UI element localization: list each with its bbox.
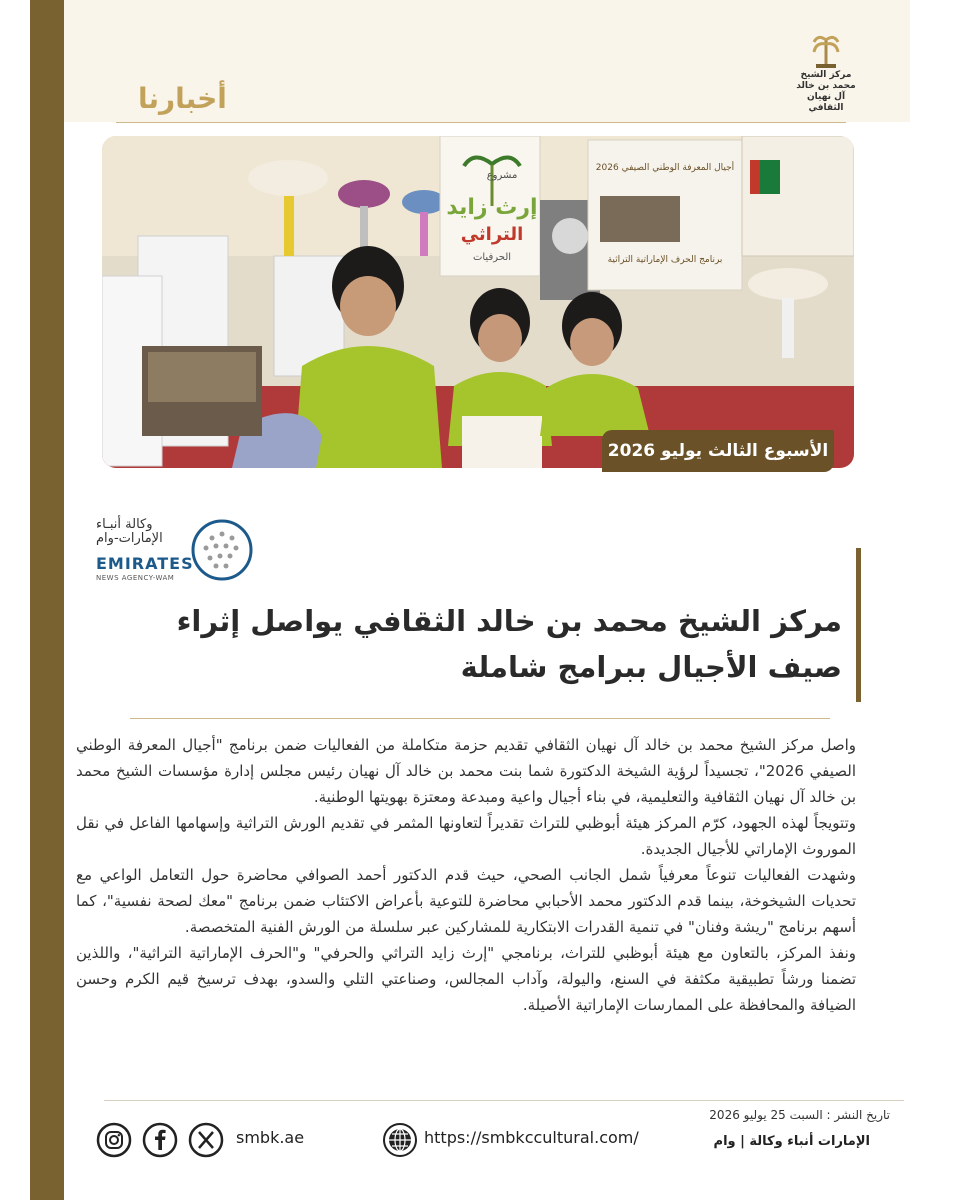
photo-illustration [102, 136, 854, 468]
x-icon[interactable] [188, 1122, 224, 1158]
palm-logo-icon [790, 30, 862, 70]
publish-date: تاريخ النشر : السبت 25 يوليو 2026 [709, 1108, 890, 1122]
logo-line-1: مركز الشيخ [800, 70, 852, 80]
headline-accent-bar [856, 548, 861, 702]
headline-line-2: صيف الأجيال ببرامج شاملة [460, 650, 842, 684]
logo-text [790, 70, 862, 114]
date-badge: الأسبوع الثالث يوليو 2026 [602, 430, 834, 472]
website-link[interactable]: https://smbkccultural.com/ [424, 1128, 639, 1147]
logo-line-3: آل نهيان الثقافي [806, 92, 846, 113]
left-accent-bar [30, 0, 64, 1200]
event-photo [102, 136, 854, 468]
logo-line-2: محمد بن خالد [796, 81, 856, 91]
sign-irth-text: إرث زايد [446, 195, 538, 220]
sign-project-text: مشروع [486, 170, 518, 181]
wam-logo [96, 512, 260, 584]
facebook-icon[interactable] [142, 1122, 178, 1158]
instagram-icon[interactable] [96, 1122, 132, 1158]
article-body [76, 732, 856, 1018]
article-headline [100, 598, 842, 690]
globe-icon[interactable] [382, 1122, 418, 1158]
social-handle[interactable]: smbk.ae [236, 1128, 305, 1147]
poster-line-1: أجيال المعرفة الوطني الصيفي 2026 [595, 163, 735, 173]
center-logo [790, 30, 862, 112]
section-title: أخبارنا [138, 82, 227, 115]
article-paragraph: وشهدت الفعاليات تنوعاً معرفياً شمل الجانب الصحي، حيث قدم الدكتور أحمد الصوافي محاضرة حول التعامل الواعي مع تحديات الشيخوخة، بينما قدم الدكتور محمد الأحبابي محاضرة للتوعية بأعراض الاكتئاب ضمن برنامج "معك لصحة نفسية"، كما أسهم برنامج "ريشة وفنان" في تنمية القدرات الابتكارية للمشاركين عبر سلسلة من الورش الفنية المتخصصة. [76, 866, 856, 936]
header-divider [116, 122, 846, 123]
wam-dot-globe-icon [190, 518, 254, 582]
body-divider [130, 718, 830, 719]
sign-turathi-text: التراثي [460, 224, 524, 245]
article-paragraph: وتتويجاً لهذه الجهود، كرّم المركز هيئة أبوظبي للتراث تقديراً لتعاونها المثمر في تقديم الورش التراثية وإسهامها الفاعل في نقل الموروث الإماراتي للأجيال الجديدة. [76, 814, 856, 858]
headline-line-1: مركز الشيخ محمد بن خالد الثقافي يواصل إثراء [176, 604, 842, 638]
wam-arabic-name [96, 518, 182, 546]
wam-arabic-line-2: الإمارات-وام [96, 531, 163, 546]
wam-english-name: EMIRATES [96, 554, 194, 573]
article-paragraph: واصل مركز الشيخ محمد بن خالد آل نهيان الثقافي تقديم حزمة متكاملة من الفعاليات ضمن برنامج "أجيال المعرفة الوطني الصيفي 2026"، تجسيداً لرؤية الشيخة الدكتورة شما بنت محمد بن خالد آل نهيان رئيس مجلس إدارة مؤسسات الشيخ محمد بن خالد آل نهيان الثقافية والتعليمية، في بناء أجيال واعية ومبدعة ومعتزة بهويتها الوطنية. [76, 736, 856, 806]
wam-arabic-line-1: وكالة أنبـاء [96, 517, 153, 532]
wam-english-sub: NEWS AGENCY-WAM [96, 574, 175, 582]
sign-crafts-text: الحرفيات [472, 252, 512, 263]
article-paragraph: ونفذ المركز، بالتعاون مع هيئة أبوظبي للتراث، برنامجي "إرث زايد التراثي والحرفي" و"الحرف الإماراتية التراثية"، واللذين تضمنا ورشاً تطبيقية مكثفة في السنع، واليولة، وآداب المجالس، وصناعتي التلي والسدو، بهدف ترسيخ قيم الكرم وحسن الضيافة والمحافظة على الممارسات الإماراتية الأصيلة. [76, 944, 856, 1014]
footer-divider [104, 1100, 904, 1101]
footer-agency: الإمارات أنباء وكالة | وام [713, 1134, 870, 1149]
poster-line-2: برنامج الحرف الإماراتية التراثية [607, 255, 723, 265]
